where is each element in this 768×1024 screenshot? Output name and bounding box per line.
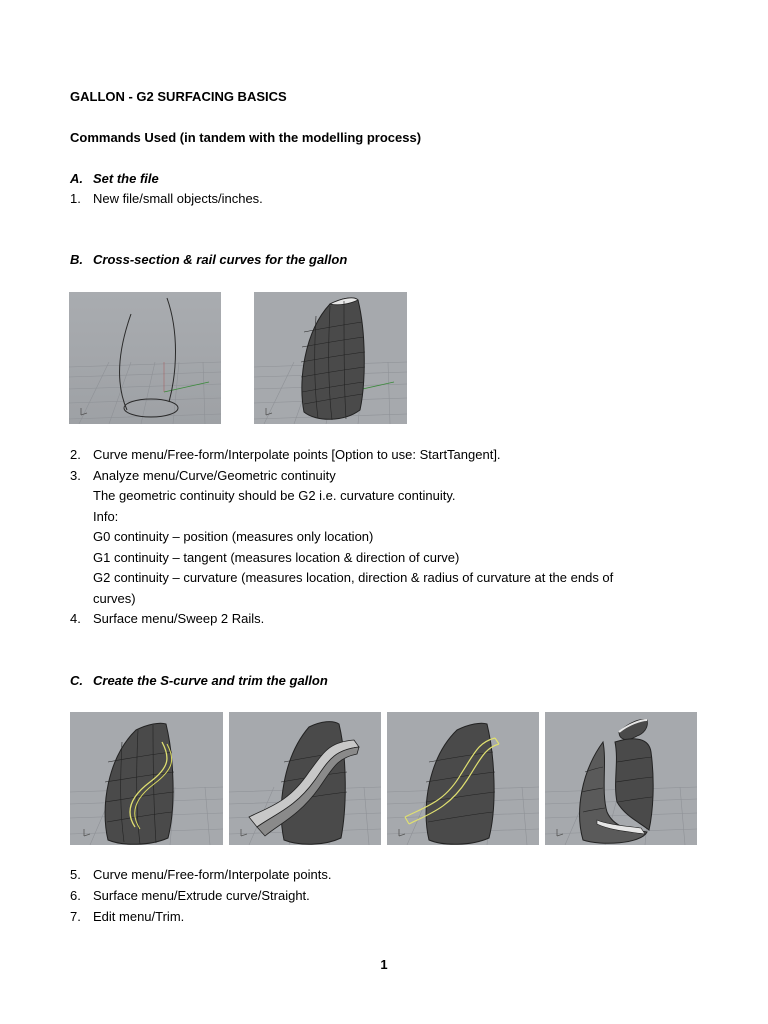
step-3-number: 3.: [70, 468, 81, 483]
section-c-letter: C.: [70, 673, 83, 688]
step-3-detail: Info:: [93, 509, 119, 524]
figure-trim-highlight: [387, 712, 539, 845]
step-4-text: Surface menu/Sweep 2 Rails.: [93, 611, 265, 626]
step-2-number: 2.: [70, 447, 81, 462]
page-number: 1: [380, 957, 388, 972]
section-b-letter: B.: [70, 252, 83, 267]
step-6-number: 6.: [70, 888, 81, 903]
step-5-number: 5.: [70, 867, 81, 882]
step-7-text: Edit menu/Trim.: [93, 909, 185, 924]
section-a-title: Set the file: [93, 171, 159, 186]
section-a-letter: A.: [70, 171, 83, 186]
step-3-detail: curves): [93, 591, 136, 606]
commands-heading: Commands Used (in tandem with the modelling process): [70, 130, 422, 145]
step-7-number: 7.: [70, 909, 81, 924]
figure-extruded-surface: [229, 712, 381, 845]
step-3-detail: G0 continuity – position (measures only location): [93, 529, 374, 544]
figure-trimmed-gallon: [545, 712, 697, 845]
document-title: GALLON - G2 SURFACING BASICS: [70, 89, 287, 104]
step-4-number: 4.: [70, 611, 81, 626]
step-1-text: New file/small objects/inches.: [93, 191, 263, 206]
figure-sweep-surface: [254, 292, 407, 424]
step-3-detail: G1 continuity – tangent (measures location & direction of curve): [93, 550, 460, 565]
section-b-title: Cross-section & rail curves for the gallon: [93, 252, 348, 267]
step-2-text: Curve menu/Free-form/Interpolate points [Option to use: StartTangent].: [93, 447, 501, 462]
step-3-text: Analyze menu/Curve/Geometric continuity: [93, 468, 336, 483]
step-1-number: 1.: [70, 191, 81, 206]
step-5-text: Curve menu/Free-form/Interpolate points.: [93, 867, 332, 882]
step-6-text: Surface menu/Extrude curve/Straight.: [93, 888, 310, 903]
section-c-title: Create the S-curve and trim the gallon: [93, 673, 328, 688]
step-3-detail: The geometric continuity should be G2 i.e. curvature continuity.: [93, 488, 456, 503]
figure-s-curve: [70, 712, 223, 845]
step-3-detail: G2 continuity – curvature (measures location, direction & radius of curvature at the ends of: [93, 570, 614, 585]
figure-rail-curves: [69, 292, 221, 424]
